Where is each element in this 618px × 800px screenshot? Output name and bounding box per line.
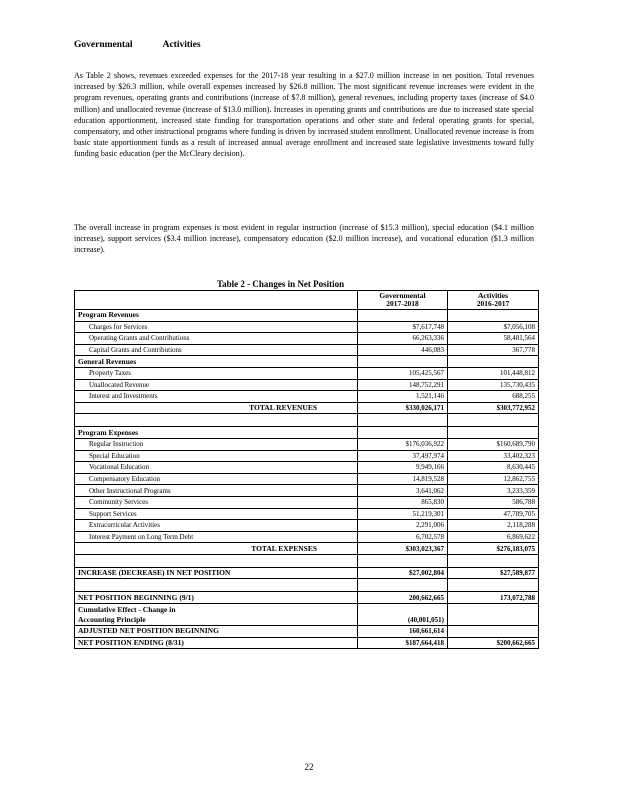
table-row: Community Services 865,830 586,788 xyxy=(75,496,539,508)
table-row: Support Services 51,219,301 47,789,705 xyxy=(75,508,539,520)
page-number: 22 xyxy=(304,762,314,772)
table-row: Interest and Investments 1,521,146 688,255 xyxy=(75,391,539,403)
beginning-row: NET POSITION BEGINNING (9/1) 200,662,665 173,072,788 xyxy=(75,592,539,604)
section-general-revenues: General Revenues xyxy=(75,356,358,368)
total-revenues-row: TOTAL REVENUES $330,026,171 $303,772,952 xyxy=(75,402,539,414)
cumulative-effect-row: Cumulative Effect - Change in Accounting Principle (40,001,051) xyxy=(75,604,539,626)
ending-row: NET POSITION ENDING (8/31) $187,664,418 $200,662,665 xyxy=(75,637,539,649)
col-header-a: Governmental 2017-2018 xyxy=(358,291,448,310)
section-program-revenues: Program Revenues xyxy=(75,310,358,322)
table-row: Unallocated Revenue 148,752,291 135,730,435 xyxy=(75,379,539,391)
increase-row: INCREASE (DECREASE) IN NET POSITION $27,002,804 $27,589,877 xyxy=(75,567,539,579)
table-row: Regular Instruction $176,036,922 $160,689,790 xyxy=(75,438,539,450)
table-row: Interest Payment on Long Term Debt 6,702,578 6,869,622 xyxy=(75,531,539,543)
section-heading xyxy=(74,40,201,50)
section-program-expenses: Program Expenses xyxy=(75,427,358,439)
total-expenses-row: TOTAL EXPENSES $303,023,367 $276,183,075 xyxy=(75,543,539,555)
paragraph-expenses: The overall increase in program expenses is most evident in regular instruction (increase of $15.3 million), special education ($4.1 million increase), support services ($3.4 million increase), compensatory education ($2.0 million increase), and vocational education ($1.3 million increase). xyxy=(74,223,534,255)
table-row: Property Taxes 105,425,567 101,448,812 xyxy=(75,367,539,379)
section-heading-right: Activities xyxy=(162,40,201,50)
table-row: Capital Grants and Contributions 446,083 367,778 xyxy=(75,344,539,356)
table-header-blank xyxy=(75,291,358,310)
table-row: Operating Grants and Contributions 66,263,336 58,481,564 xyxy=(75,333,539,345)
table-title: Table 2 - Changes in Net Position xyxy=(217,279,345,289)
col-header-b: Activities 2016-2017 xyxy=(448,291,539,310)
section-heading-left: Governmental xyxy=(74,40,133,50)
table-row: Vocational Education 9,949,166 8,630,445 xyxy=(75,462,539,474)
table-row: Extracurricular Activities 2,291,006 2,118,288 xyxy=(75,520,539,532)
table-row: Charges for Services $7,617,748 $7,056,108 xyxy=(75,321,539,333)
table-row: Special Education 37,497,974 33,402,323 xyxy=(75,450,539,462)
table-row: Other Instructional Programs 3,641,062 3,233,359 xyxy=(75,485,539,497)
table-row: Compensatory Education 14,819,528 12,862,755 xyxy=(75,473,539,485)
adjusted-row: ADJUSTED NET POSITION BEGINNING 160,661,614 xyxy=(75,626,539,638)
net-position-table xyxy=(74,290,539,649)
paragraph-revenues: As Table 2 shows, revenues exceeded expenses for the 2017-18 year resulting in a $27.0 million increase in net position. Total revenues increased by $26.3 million, while overall expenses increased by $26.8 million. The most significant revenue increases were evident in the program revenues, operating grants and contributions (increase of $7.8 million), general revenues, including property taxes (increase of $4.0 million) and unallocated revenue (increase of $13.0 million). Increases in operating grants and contributions are due to increased state special education apportionment, increased state funding for transportation operations and other state and federal operating grants for special, compensatory, and other instructional programs where funding is driven by increased student enrollment. Unallocated revenue increase is from basic state apportionment funds as a result of increased annual average enrollment and increased state legislative investments toward fully funding basic education (per the McCleary decision). xyxy=(74,71,534,159)
